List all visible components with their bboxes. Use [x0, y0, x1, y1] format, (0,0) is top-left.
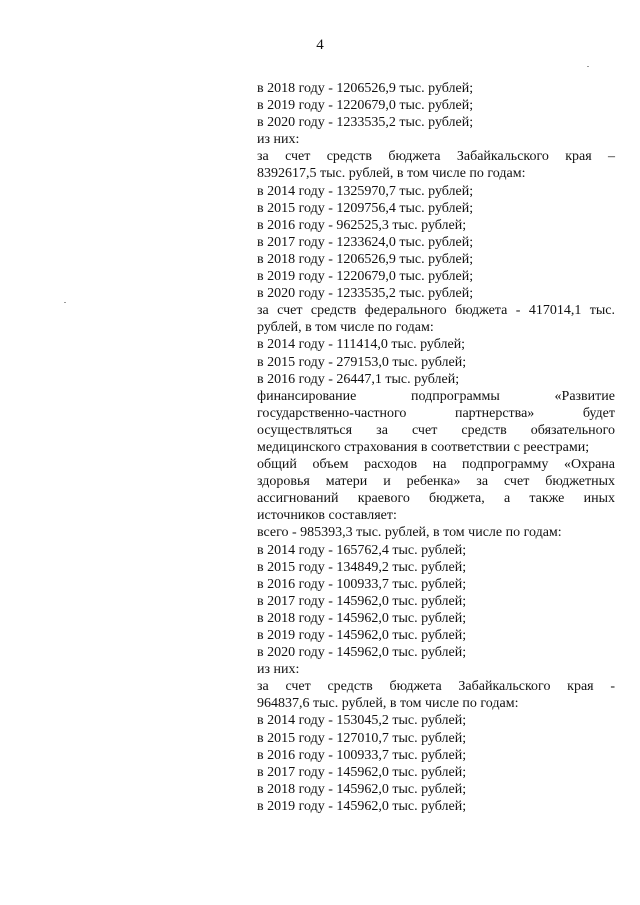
- text-line: в 2016 году - 100933,7 тыс. рублей;: [257, 747, 467, 763]
- scan-speck: [587, 66, 589, 67]
- text-line: в 2015 году - 1209756,4 тыс. рублей;: [257, 200, 474, 216]
- text-line: общий объем расходов на подпрограмму «Охрана: [257, 457, 615, 473]
- text-line: в 2014 году - 1325970,7 тыс. рублей;: [257, 183, 474, 199]
- text-line: в 2019 году - 145962,0 тыс. рублей;: [257, 628, 467, 643]
- text-line: в 2018 году - 1206526,9 тыс. рублей;: [257, 251, 474, 267]
- text-line: в 2017 году - 1233624,0 тыс. рублей;: [257, 234, 474, 250]
- text-line: из них:: [257, 132, 300, 148]
- text-line: в 2017 году - 145962,0 тыс. рублей;: [257, 593, 467, 609]
- text-line: в 2015 году - 279153,0 тыс. рублей;: [257, 354, 467, 370]
- text-line: в 2019 году - 145962,0 тыс. рублей;: [257, 798, 467, 814]
- text-line: за счет средств бюджета Забайкальского края -: [257, 679, 615, 695]
- text-line: в 2018 году - 145962,0 тыс. рублей;: [257, 610, 467, 626]
- scan-speck: [64, 302, 66, 303]
- text-line: в 2020 году - 145962,0 тыс. рублей;: [257, 645, 467, 661]
- text-line: в 2018 году - 1206526,9 тыс. рублей;: [257, 81, 474, 96]
- text-line: из них:: [257, 662, 300, 678]
- text-line: 8392617,5 тыс. рублей, в том числе по годам:: [257, 166, 526, 182]
- text-line: в 2018 году - 145962,0 тыс. рублей;: [257, 781, 467, 797]
- text-line: в 2014 году - 153045,2 тыс. рублей;: [257, 713, 467, 729]
- text-line: в 2016 году - 26447,1 тыс. рублей;: [257, 371, 460, 387]
- text-line: в 2016 году - 962525,3 тыс. рублей;: [257, 217, 467, 233]
- text-line: в 2014 году - 165762,4 тыс. рублей;: [257, 542, 467, 558]
- text-line: в 2017 году - 145962,0 тыс. рублей;: [257, 764, 467, 780]
- text-line: осуществляться за счет средств обязательного: [257, 422, 615, 438]
- text-line: в 2014 году - 111414,0 тыс. рублей;: [257, 337, 466, 353]
- text-line: в 2016 году - 100933,7 тыс. рублей;: [257, 576, 467, 592]
- text-line: в 2019 году - 1220679,0 тыс. рублей;: [257, 98, 474, 114]
- text-line: государственно-частного партнерства» будет: [257, 405, 615, 421]
- page-number: 4: [316, 37, 324, 53]
- text-line: финансирование подпрограммы «Развитие: [257, 388, 615, 404]
- text-line: за счет средств федерального бюджета - 417014,1 тыс.: [257, 303, 615, 319]
- text-line: в 2019 году - 1220679,0 тыс. рублей;: [257, 269, 474, 285]
- text-line: в 2020 году - 1233535,2 тыс. рублей;: [257, 115, 474, 131]
- text-line: за счет средств бюджета Забайкальского края –: [257, 149, 615, 165]
- text-line: в 2020 году - 1233535,2 тыс. рублей;: [257, 286, 474, 302]
- text-line: рублей, в том числе по годам:: [257, 320, 434, 336]
- text-line: ассигнований краевого бюджета, а также иных: [257, 491, 615, 507]
- text-line: в 2015 году - 127010,7 тыс. рублей;: [257, 730, 467, 746]
- text-line: 964837,6 тыс. рублей, в том числе по годам:: [257, 696, 519, 712]
- document-text-block: [257, 80, 615, 815]
- text-line: медицинского страхования в соответствии с реестрами;: [257, 439, 590, 455]
- text-line: всего - 985393,3 тыс. рублей, в том числе по годам:: [257, 525, 562, 541]
- text-line: источников составляет:: [257, 508, 397, 524]
- text-line: в 2015 году - 134849,2 тыс. рублей;: [257, 559, 467, 575]
- text-line: здоровья матери и ребенка» за счет бюджетных: [257, 474, 615, 490]
